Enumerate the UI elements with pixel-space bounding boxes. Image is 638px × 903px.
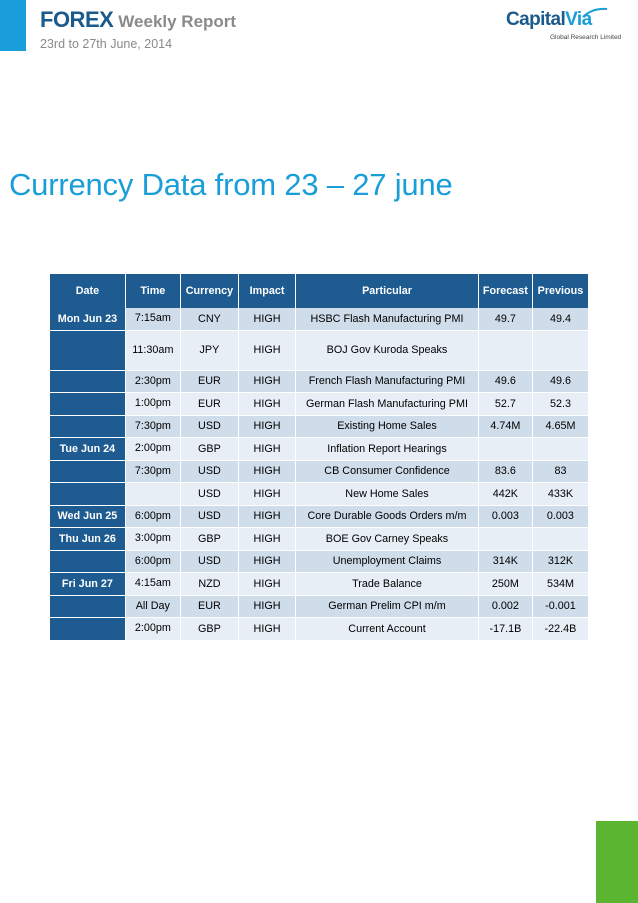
table-row: [50, 528, 589, 551]
cell-forecast: -17.1B: [479, 618, 533, 641]
cell-forecast: 0.003: [479, 506, 533, 529]
cell-particular: German Flash Manufacturing PMI: [296, 393, 479, 416]
cell-currency: JPY: [181, 331, 239, 371]
logo-swoosh-icon: [582, 7, 608, 19]
cell-previous: [533, 331, 589, 371]
cell-particular: Core Durable Goods Orders m/m: [296, 506, 479, 529]
cell-currency: EUR: [181, 371, 239, 394]
cell-date: [50, 461, 126, 484]
cell-time: 2:00pm: [126, 438, 181, 461]
section-title: Currency Data from 23 – 27 june: [9, 167, 453, 202]
cell-time: 11:30am: [126, 331, 181, 371]
cell-particular: German Prelim CPI m/m: [296, 596, 479, 619]
cell-particular: HSBC Flash Manufacturing PMI: [296, 308, 479, 331]
cell-currency: USD: [181, 461, 239, 484]
logo-brand-capital: Capital: [506, 9, 566, 30]
cell-time: 7:30pm: [126, 416, 181, 439]
cell-date: [50, 618, 126, 641]
capitalvia-logo: [506, 9, 622, 42]
cell-impact: HIGH: [239, 483, 296, 506]
cell-previous: [533, 438, 589, 461]
cell-particular: BOJ Gov Kuroda Speaks: [296, 331, 479, 371]
cell-impact: HIGH: [239, 416, 296, 439]
table-row: [50, 506, 589, 529]
cell-previous: 49.4: [533, 308, 589, 331]
report-title: [40, 9, 236, 31]
table-header-row: [50, 274, 589, 308]
cell-date: [50, 393, 126, 416]
cell-forecast: 52.7: [479, 393, 533, 416]
table-row: [50, 573, 589, 596]
cell-particular: Current Account: [296, 618, 479, 641]
cell-currency: USD: [181, 416, 239, 439]
table-row: [50, 331, 589, 371]
cell-forecast: 250M: [479, 573, 533, 596]
cell-previous: [533, 528, 589, 551]
cell-previous: 83: [533, 461, 589, 484]
cell-date: Thu Jun 26: [50, 528, 126, 551]
cell-impact: HIGH: [239, 551, 296, 574]
cell-currency: USD: [181, 483, 239, 506]
report-title-forex: FOREX: [40, 7, 114, 32]
cell-currency: EUR: [181, 393, 239, 416]
cell-currency: USD: [181, 506, 239, 529]
cell-particular: CB Consumer Confidence: [296, 461, 479, 484]
cell-date: [50, 371, 126, 394]
header-impact: Impact: [239, 274, 296, 308]
cell-currency: GBP: [181, 618, 239, 641]
cell-impact: HIGH: [239, 461, 296, 484]
cell-currency: GBP: [181, 438, 239, 461]
cell-forecast: 49.6: [479, 371, 533, 394]
cell-particular: New Home Sales: [296, 483, 479, 506]
table-row: [50, 551, 589, 574]
table-row: [50, 416, 589, 439]
logo-subtitle: Global Research Limited: [550, 34, 622, 41]
table-row: [50, 618, 589, 641]
header-previous: Previous: [533, 274, 589, 308]
cell-previous: 49.6: [533, 371, 589, 394]
cell-particular: French Flash Manufacturing PMI: [296, 371, 479, 394]
cell-time: 1:00pm: [126, 393, 181, 416]
logo-brand-via: Via: [565, 9, 592, 30]
cell-forecast: 4.74M: [479, 416, 533, 439]
header-particular: Particular: [296, 274, 479, 308]
table-row: [50, 393, 589, 416]
report-title-weekly: Weekly Report: [118, 12, 237, 31]
cell-impact: HIGH: [239, 573, 296, 596]
cell-currency: CNY: [181, 308, 239, 331]
cell-forecast: [479, 331, 533, 371]
cell-date: Fri Jun 27: [50, 573, 126, 596]
cell-time: 2:30pm: [126, 371, 181, 394]
cell-previous: 534M: [533, 573, 589, 596]
cell-previous: 0.003: [533, 506, 589, 529]
bottom-accent-bar: [596, 821, 638, 903]
cell-time: 7:30pm: [126, 461, 181, 484]
cell-time: 7:15am: [126, 308, 181, 331]
report-date-range: 23rd to 27th June, 2014: [40, 37, 173, 51]
cell-date: Wed Jun 25: [50, 506, 126, 529]
cell-time: 2:00pm: [126, 618, 181, 641]
cell-currency: NZD: [181, 573, 239, 596]
cell-impact: HIGH: [239, 438, 296, 461]
cell-previous: 433K: [533, 483, 589, 506]
cell-time: 3:00pm: [126, 528, 181, 551]
cell-forecast: 314K: [479, 551, 533, 574]
cell-particular: Trade Balance: [296, 573, 479, 596]
cell-date: Tue Jun 24: [50, 438, 126, 461]
cell-forecast: 442K: [479, 483, 533, 506]
cell-previous: -0.001: [533, 596, 589, 619]
cell-time: 6:00pm: [126, 551, 181, 574]
cell-impact: HIGH: [239, 528, 296, 551]
cell-currency: USD: [181, 551, 239, 574]
cell-particular: Unemployment Claims: [296, 551, 479, 574]
cell-impact: HIGH: [239, 308, 296, 331]
cell-impact: HIGH: [239, 393, 296, 416]
cell-date: Mon Jun 23: [50, 308, 126, 331]
cell-forecast: 49.7: [479, 308, 533, 331]
header-currency: Currency: [181, 274, 239, 308]
cell-date: [50, 551, 126, 574]
currency-data-table: [50, 274, 589, 641]
top-accent-bar: [0, 0, 26, 51]
cell-date: [50, 416, 126, 439]
cell-impact: HIGH: [239, 506, 296, 529]
cell-date: [50, 596, 126, 619]
cell-impact: HIGH: [239, 618, 296, 641]
table-row: [50, 371, 589, 394]
cell-time: 4:15am: [126, 573, 181, 596]
cell-particular: Inflation Report Hearings: [296, 438, 479, 461]
cell-forecast: 0.002: [479, 596, 533, 619]
cell-previous: 52.3: [533, 393, 589, 416]
cell-previous: 312K: [533, 551, 589, 574]
table-row: [50, 461, 589, 484]
cell-particular: BOE Gov Carney Speaks: [296, 528, 479, 551]
cell-date: [50, 331, 126, 371]
cell-currency: EUR: [181, 596, 239, 619]
header-time: Time: [126, 274, 181, 308]
table-row: [50, 596, 589, 619]
cell-forecast: 83.6: [479, 461, 533, 484]
table-row: [50, 483, 589, 506]
cell-forecast: [479, 528, 533, 551]
cell-time: [126, 483, 181, 506]
cell-forecast: [479, 438, 533, 461]
table-row: [50, 308, 589, 331]
cell-time: 6:00pm: [126, 506, 181, 529]
header-date: Date: [50, 274, 126, 308]
table-row: [50, 438, 589, 461]
cell-impact: HIGH: [239, 331, 296, 371]
cell-currency: GBP: [181, 528, 239, 551]
cell-impact: HIGH: [239, 371, 296, 394]
cell-previous: -22.4B: [533, 618, 589, 641]
cell-particular: Existing Home Sales: [296, 416, 479, 439]
cell-date: [50, 483, 126, 506]
cell-time: All Day: [126, 596, 181, 619]
cell-impact: HIGH: [239, 596, 296, 619]
cell-previous: 4.65M: [533, 416, 589, 439]
header-forecast: Forecast: [479, 274, 533, 308]
